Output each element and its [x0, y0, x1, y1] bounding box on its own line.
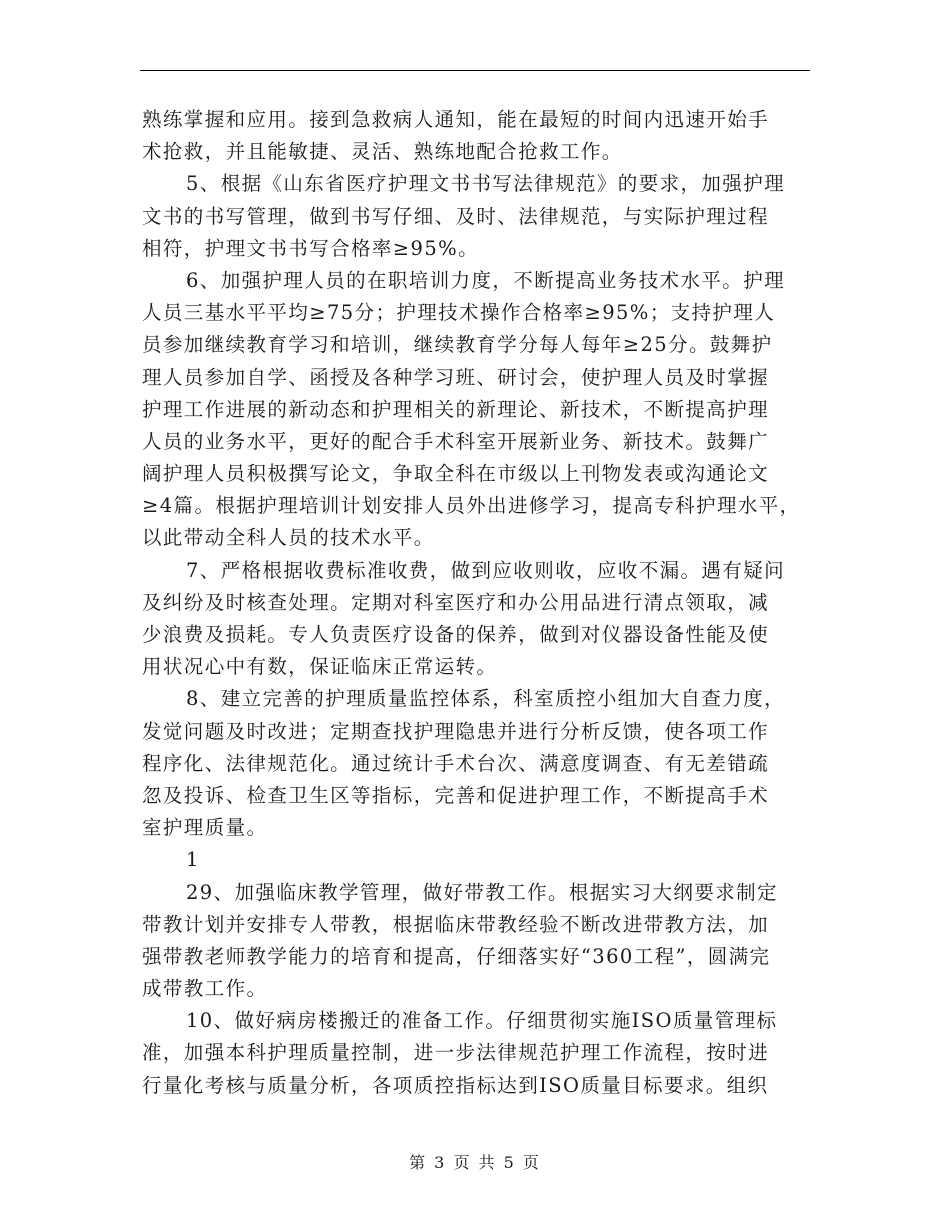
text-line: 10、做好病房楼搬迁的准备工作。仔细贯彻实施ISO质量管理标 — [186, 1009, 778, 1033]
text-line: 29、加强临床教学管理，做好带教工作。根据实习大纲要求制定 — [186, 880, 778, 904]
text-line: 强带教老师教学能力的培育和提高，仔细落实好“360工程”，圆满完 — [142, 944, 771, 968]
text-line: 6、加强护理人员的在职培训力度，不断提高业务技术水平。护理 — [186, 268, 786, 292]
text-line: 人员的业务水平，更好的配合手术科室开展新业务、新技术。鼓舞广 — [142, 429, 770, 453]
text-line: 程序化、法律规范化。通过统计手术台次、满意度调查、有无差错疏 — [142, 751, 770, 775]
text-line: 熟练掌握和应用。接到急救病人通知，能在最短的时间内迅速开始手 — [142, 108, 770, 131]
text-line: 护理工作进展的新动态和护理相关的新理论、新技术，不断提高护理 — [142, 397, 770, 421]
text-line: 行量化考核与质量分析，各项质控指标达到ISO质量目标要求。组织 — [142, 1073, 769, 1097]
text-line: 带教计划并安排专人带教，根据临床带教经验不断改进带教方法，加 — [142, 912, 770, 936]
text-line: 5、根据《山东省医疗护理文书书写法律规范》的要求，加强护理 — [186, 172, 786, 196]
text-line: 及纠纷及时核查处理。定期对科室医疗和办公用品进行清点领取，减 — [142, 590, 770, 614]
text-line: 员参加继续教育学习和培训，继续教育学分每人每年≥25分。鼓舞护 — [142, 333, 773, 357]
page-footer: 第 3 页 共 5 页 — [409, 1153, 541, 1172]
text-line: 阔护理人员积极撰写论文，争取全科在市级以上刊物发表或沟通论文 — [142, 462, 770, 486]
text-line: 相符，护理文书书写合格率≥95%。 — [142, 236, 479, 260]
body-text — [142, 104, 818, 1102]
text-line: 发觉问题及时改进；定期查找护理隐患并进行分析反馈，使各项工作 — [142, 719, 770, 743]
text-line: 忽及投诉、检查卫生区等指标，完善和促进护理工作，不断提高手术 — [142, 783, 770, 807]
text-line: 术抢救，并且能敏捷、灵活、熟练地配合抢救工作。 — [142, 140, 623, 164]
text-line: 1 — [186, 848, 200, 872]
text-line: 文书的书写管理，做到书写仔细、及时、法律规范，与实际护理过程 — [142, 204, 770, 228]
text-line: 成带教工作。 — [142, 977, 268, 1001]
text-line: 少浪费及损耗。专人负责医疗设备的保养，做到对仪器设备性能及使 — [142, 623, 770, 646]
text-line: 7、严格根据收费标准收费，做到应收则收，应收不漏。遇有疑问 — [186, 558, 786, 582]
text-line: 准，加强本科护理质量控制，进一步法律规范护理工作流程，按时进 — [142, 1041, 770, 1065]
text-line: ≥4篇。根据护理培训计划安排人员外出进修学习，提高专科护理水平， — [142, 494, 801, 518]
text-line: 理人员参加自学、函授及各种学习班、研讨会，使护理人员及时掌握 — [142, 365, 770, 389]
text-line: 室护理质量。 — [142, 816, 268, 840]
text-line: 以此带动全科人员的技术水平。 — [142, 526, 435, 550]
text-line: 人员三基水平平均≥75分；护理技术操作合格率≥95%；支持护理人 — [142, 301, 776, 325]
header-rule — [140, 70, 810, 71]
text-line: 8、建立完善的护理质量监控体系，科室质控小组加大自查力度， — [186, 687, 786, 711]
text-line: 用状况心中有数，保证临床正常运转。 — [142, 655, 498, 679]
